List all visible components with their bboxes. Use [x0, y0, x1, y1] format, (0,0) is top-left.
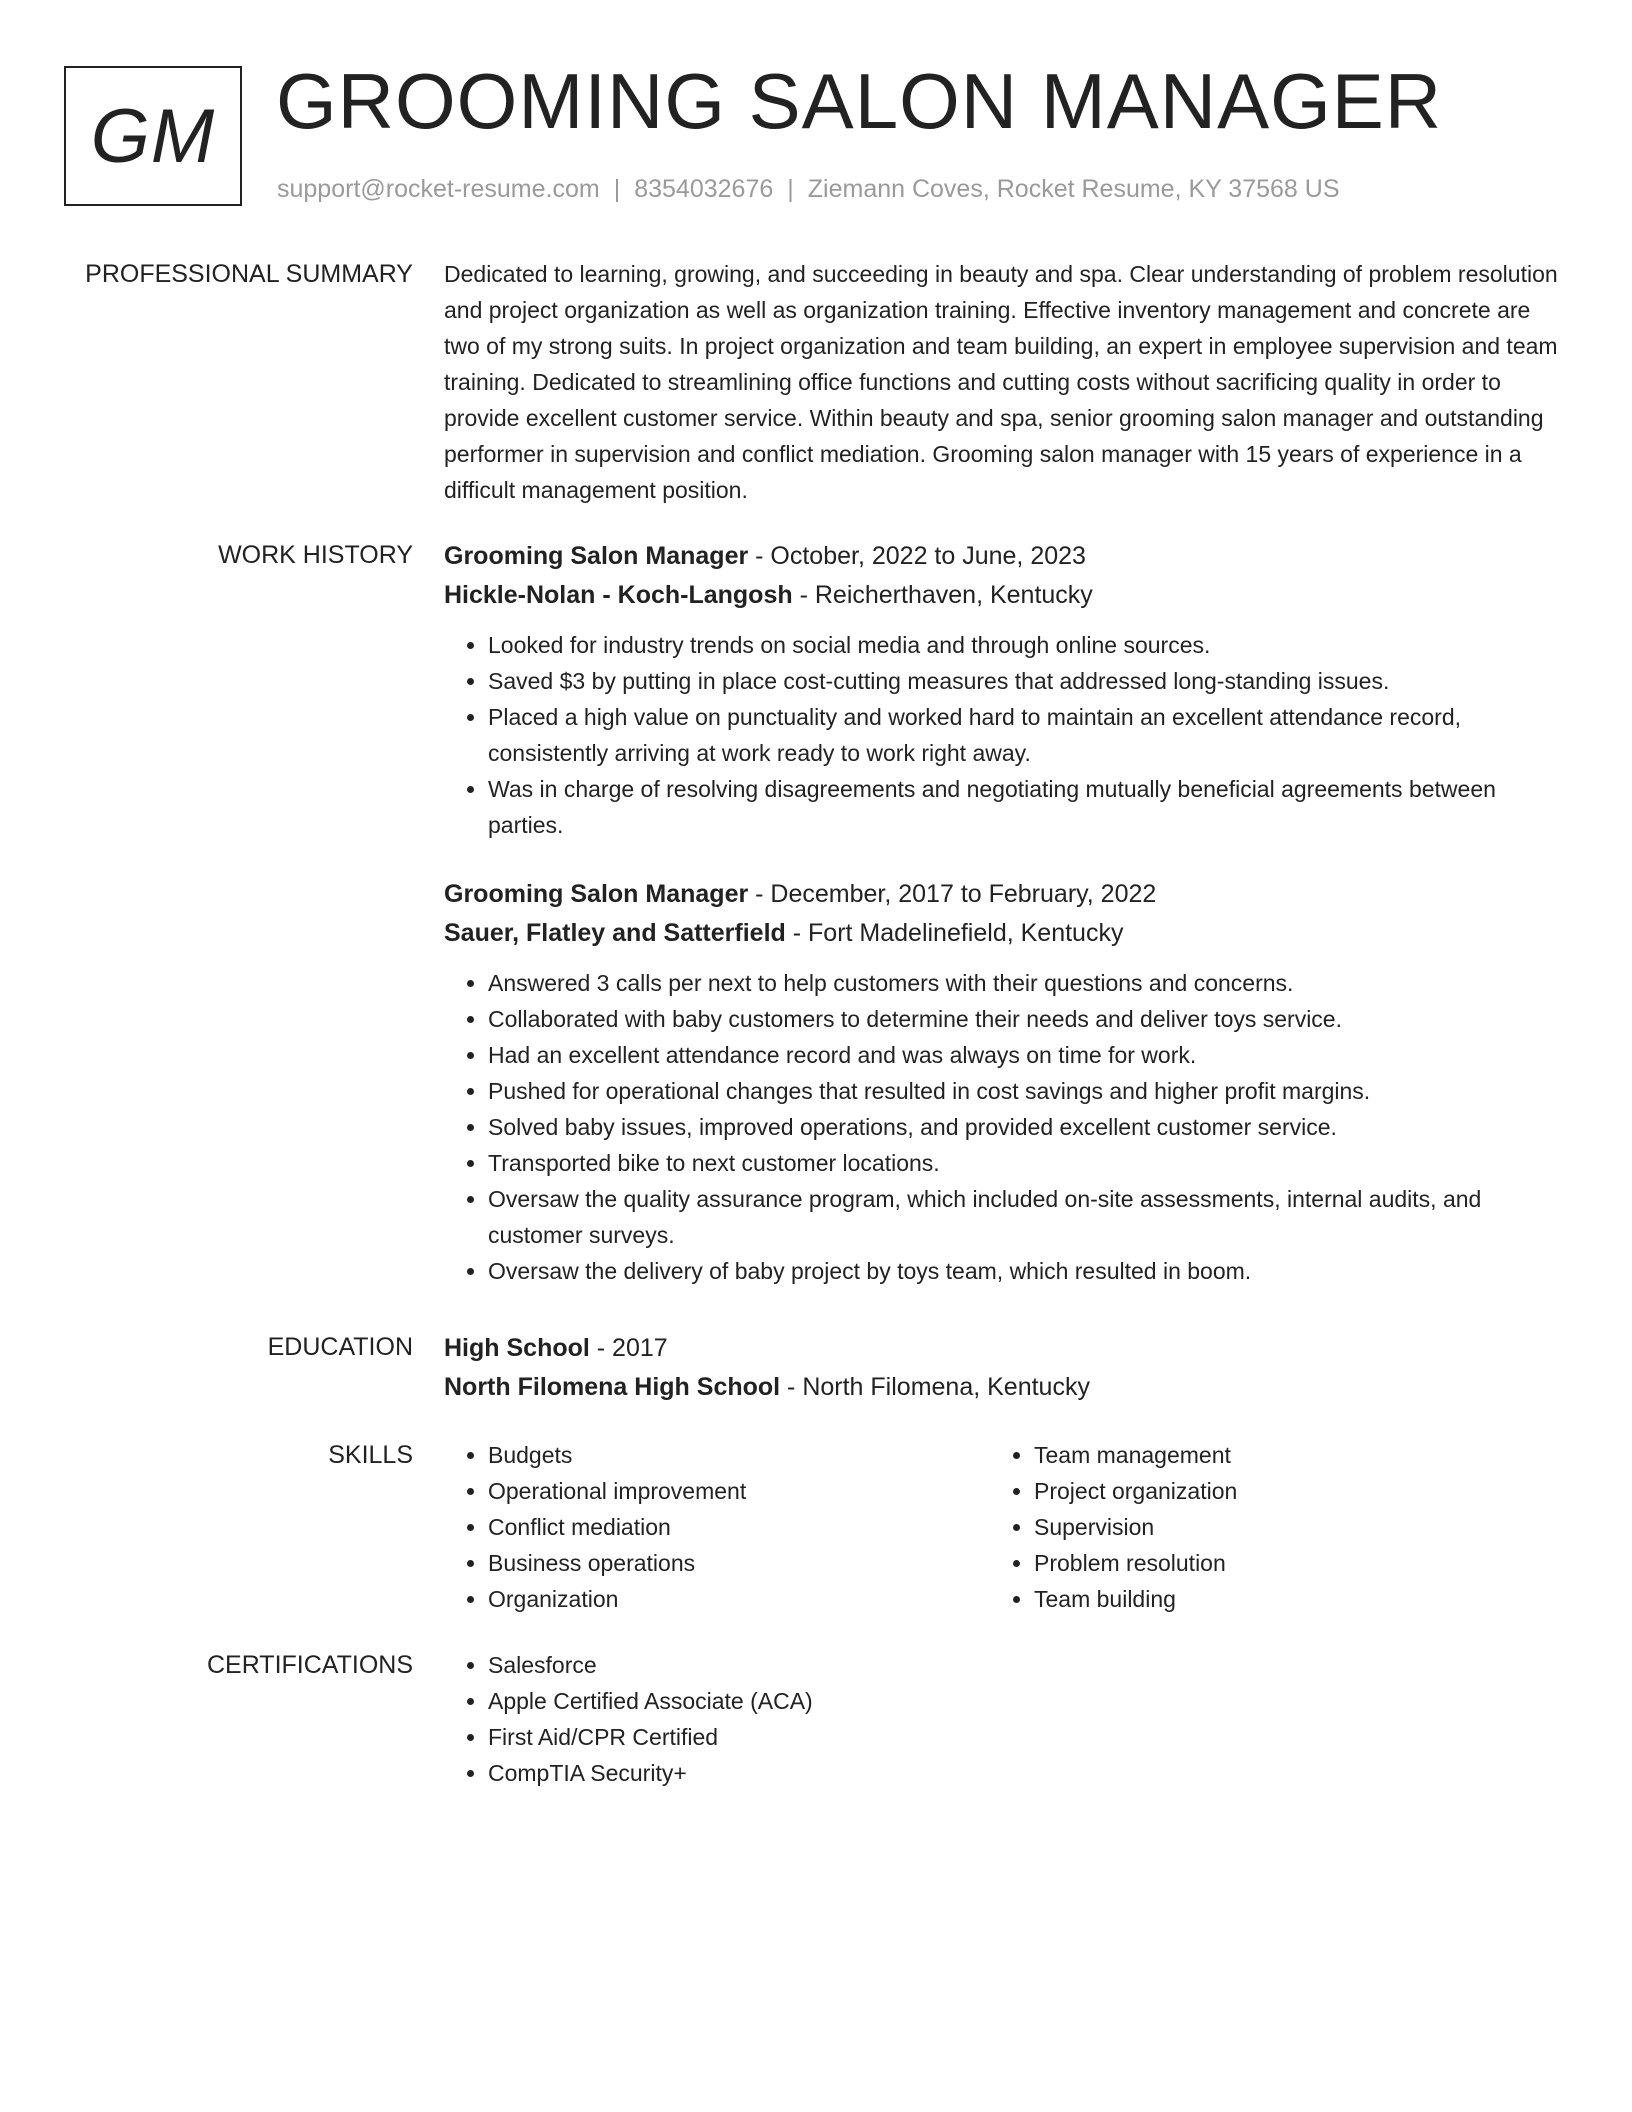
company-line	[444, 576, 1564, 615]
phone-text: 8354032676	[634, 175, 774, 203]
contact-line	[277, 172, 1340, 206]
skill-item: • Project organization	[1034, 1473, 1536, 1509]
company-name: Sauer, Flatley and Satterfield	[444, 919, 786, 947]
section-label-work-history: WORK HISTORY	[218, 541, 413, 569]
certification-item: • CompTIA Security+	[488, 1755, 1564, 1791]
company-location: - Fort Madelinefield, Kentucky	[785, 919, 1124, 947]
degree-line	[444, 1329, 1564, 1368]
section-label-education: EDUCATION	[267, 1333, 413, 1361]
job-title-line	[444, 875, 1564, 914]
job-bullet: • Transported bike to next customer locations.	[488, 1145, 1564, 1181]
job-bullet: • Oversaw the quality assurance program, which included on-site assessments, internal audits, and customer surveys.	[488, 1181, 1564, 1253]
certifications-list	[444, 1647, 1564, 1791]
skill-item: • Supervision	[1034, 1509, 1536, 1545]
job-bullet: • Pushed for operational changes that resulted in cost savings and higher profit margins.	[488, 1073, 1564, 1109]
contact-separator: |	[613, 175, 621, 203]
job-bullet: • Saved $3 by putting in place cost-cutting measures that addressed long-standing issues.	[488, 663, 1564, 699]
job-bullet: • Solved baby issues, improved operations, and provided excellent customer service.	[488, 1109, 1564, 1145]
work-history-content	[444, 537, 1564, 1289]
certification-item: • Salesforce	[488, 1647, 1564, 1683]
job-bullet: • Oversaw the delivery of baby project by toys team, which resulted in boom.	[488, 1253, 1564, 1289]
monogram-logo: GM	[64, 66, 242, 206]
job-entry	[444, 537, 1564, 843]
job-bullet: • Placed a high value on punctuality and worked hard to maintain an excellent attendance record, consistently arriving at work ready to work right away.	[488, 699, 1564, 771]
contact-separator: |	[787, 175, 794, 203]
school-line	[444, 1368, 1564, 1407]
page-title: GROOMING SALON MANAGER	[276, 57, 1443, 145]
company-location: - Reicherthaven, Kentucky	[792, 581, 1093, 609]
company-name: Hickle-Nolan - Koch-Langosh	[444, 581, 793, 609]
skill-item: • Problem resolution	[1034, 1545, 1536, 1581]
company-line	[444, 914, 1564, 953]
job-title: Grooming Salon Manager	[444, 542, 749, 570]
job-bullet: • Collaborated with baby customers to determine their needs and deliver toys service.	[488, 1001, 1564, 1037]
skill-item: • Budgets	[488, 1437, 990, 1473]
job-dates: - December, 2017 to February, 2022	[748, 880, 1157, 908]
email-text: support@rocket-resume.com	[277, 175, 600, 203]
job-entry	[444, 875, 1564, 1289]
job-bullet: • Answered 3 calls per next to help customers with their questions and concerns.	[488, 965, 1564, 1001]
school-name: North Filomena High School	[444, 1373, 781, 1401]
skills-list-right	[990, 1437, 1536, 1617]
job-bullets	[444, 965, 1564, 1289]
certifications-content	[444, 1647, 1564, 1791]
certification-item: • Apple Certified Associate (ACA)	[488, 1683, 1564, 1719]
graduation-year: - 2017	[589, 1334, 668, 1362]
job-bullet: • Looked for industry trends on social media and through online sources.	[488, 627, 1564, 663]
address-text: Ziemann Coves, Rocket Resume, KY 37568 US	[807, 175, 1340, 203]
skill-item: • Conflict mediation	[488, 1509, 990, 1545]
summary-content	[444, 256, 1564, 508]
skill-item: • Team management	[1034, 1437, 1536, 1473]
skill-item: • Business operations	[488, 1545, 990, 1581]
summary-text: Dedicated to learning, growing, and succeeding in beauty and spa. Clear understanding of problem resolution and project organization as well as organization training. Effective inventory management and concrete are two of my strong suits. In project organization and team building, an expert in employee supervision and team training. Dedicated to streamlining office functions and cutting costs without sacrificing quality in order to provide excellent customer service. Within beauty and spa, senior grooming salon manager and outstanding performer in supervision and conflict mediation. Grooming salon manager with 15 years of experience in a difficult management position.	[444, 261, 1558, 503]
education-content	[444, 1329, 1564, 1407]
job-title-line	[444, 537, 1564, 576]
skill-item: • Operational improvement	[488, 1473, 990, 1509]
section-label-skills: SKILLS	[328, 1441, 413, 1469]
certification-item: • First Aid/CPR Certified	[488, 1719, 1564, 1755]
job-bullet: • Had an excellent attendance record and was always on time for work.	[488, 1037, 1564, 1073]
section-label-summary: PROFESSIONAL SUMMARY	[85, 260, 413, 288]
job-bullet: • Was in charge of resolving disagreements and negotiating mutually beneficial agreements between parties.	[488, 771, 1564, 843]
school-location: - North Filomena, Kentucky	[780, 1373, 1090, 1401]
job-title: Grooming Salon Manager	[444, 880, 749, 908]
section-label-certifications: CERTIFICATIONS	[206, 1651, 413, 1679]
job-bullets	[444, 627, 1564, 843]
skills-content	[444, 1437, 1564, 1617]
skills-list-left	[444, 1437, 990, 1617]
skills-columns	[444, 1437, 1564, 1617]
skill-item: • Organization	[488, 1581, 990, 1617]
job-dates: - October, 2022 to June, 2023	[748, 542, 1086, 570]
degree-name: High School	[444, 1334, 590, 1362]
skill-item: • Team building	[1034, 1581, 1536, 1617]
